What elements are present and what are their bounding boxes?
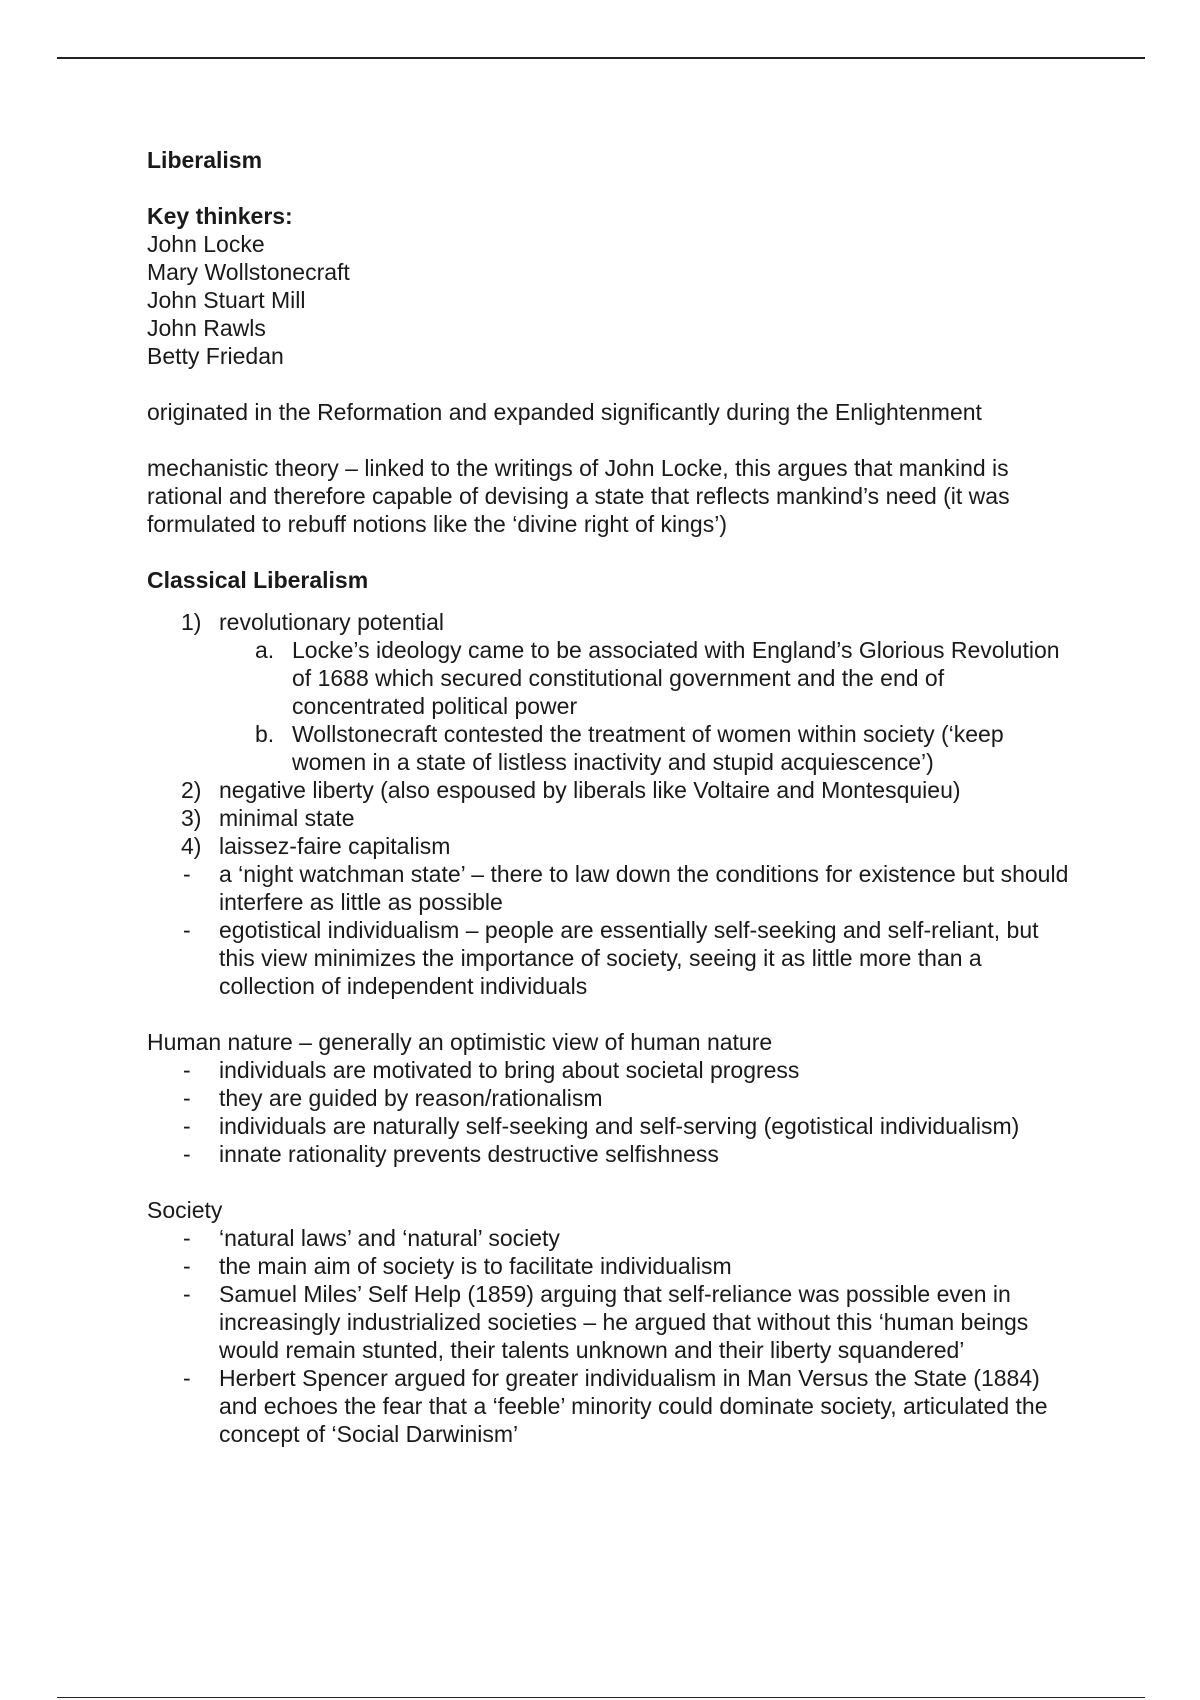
list-marker: 1) — [181, 609, 202, 635]
dash-marker: - — [183, 1253, 191, 1279]
list-item — [147, 1280, 1077, 1364]
human-nature-section — [147, 1028, 1077, 1168]
bottom-rule — [57, 1697, 1145, 1698]
mechanistic-paragraph: mechanistic theory – linked to the writings of John Locke, this argues that mankind is rational and therefore capable of devising a state that reflects mankind’s need (it was formulated to rebuff notions like the ‘divine right of kings’) — [147, 455, 1010, 537]
top-rule — [57, 57, 1145, 59]
thinker-item: John Stuart Mill — [147, 287, 306, 313]
list-item — [147, 1056, 1077, 1084]
list-item-text: Samuel Miles’ Self Help (1859) arguing that self-reliance was possible even in increasingly industrialized societies – he argued that without this ‘human beings would remain stunted, their talents unknown and their liberty squandered’ — [219, 1281, 1029, 1363]
dash-marker: - — [183, 1225, 191, 1251]
dash-list — [147, 860, 1077, 1000]
thinker-item: John Locke — [147, 231, 265, 257]
section-heading: Classical Liberalism — [147, 567, 369, 593]
list-marker: 3) — [181, 805, 202, 831]
list-item-text: minimal state — [219, 805, 355, 831]
list-item-text: a ‘night watchman state’ – there to law down the conditions for existence but should interfere as little as possible — [219, 861, 1069, 915]
list-item-text: individuals are motivated to bring about societal progress — [219, 1057, 800, 1083]
dash-marker: - — [183, 861, 191, 887]
list-item-text: innate rationality prevents destructive selfishness — [219, 1141, 719, 1167]
list-item — [147, 832, 1077, 860]
section-heading: Society — [147, 1197, 223, 1223]
dash-marker: - — [183, 1085, 191, 1111]
origin-paragraph: originated in the Reformation and expanded significantly during the Enlightenment — [147, 399, 982, 425]
dash-marker: - — [183, 1141, 191, 1167]
dash-list — [147, 1056, 1077, 1168]
sub-list — [219, 636, 1077, 776]
dash-marker: - — [183, 1365, 191, 1391]
list-marker: a. — [255, 637, 275, 663]
list-item — [147, 860, 1077, 916]
page-title: Liberalism — [147, 147, 263, 173]
dash-list — [147, 1224, 1077, 1448]
list-marker: 2) — [181, 777, 202, 803]
list-item-text: laissez-faire capitalism — [219, 833, 451, 859]
list-item-text: revolutionary potential — [219, 609, 445, 635]
section-heading: Human nature – generally an optimistic view of human nature — [147, 1029, 773, 1055]
numbered-list — [147, 608, 1077, 860]
list-item — [147, 1084, 1077, 1112]
list-item-text: Locke’s ideology came to be associated with England’s Glorious Revolution of 1688 which secured constitutional government and the end of concentrated political power — [292, 637, 1060, 719]
sub-list-item — [147, 720, 1077, 776]
list-item — [147, 776, 1077, 804]
dash-marker: - — [183, 1057, 191, 1083]
list-item — [147, 1252, 1077, 1280]
dash-marker: - — [183, 1281, 191, 1307]
list-item — [147, 1364, 1077, 1448]
list-item — [147, 608, 1077, 776]
dash-marker: - — [183, 917, 191, 943]
document-body — [147, 146, 1077, 1476]
thinkers-heading: Key thinkers: — [147, 203, 293, 229]
classical-liberalism-section — [147, 566, 1077, 1000]
society-section — [147, 1196, 1077, 1448]
list-item-text: the main aim of society is to facilitate individualism — [219, 1253, 732, 1279]
thinker-item: John Rawls — [147, 315, 266, 341]
list-item-text: Herbert Spencer argued for greater individualism in Man Versus the State (1884) and echoes the fear that a ‘feeble’ minority could dominate society, articulated the concept of ‘Social Darwinism’ — [219, 1365, 1048, 1447]
sub-list-item — [147, 636, 1077, 720]
key-thinkers-section — [147, 202, 1077, 370]
list-item-text: individuals are naturally self-seeking and self-serving (egotistical individualism) — [219, 1113, 1020, 1139]
list-item-text: negative liberty (also espoused by liberals like Voltaire and Montesquieu) — [219, 777, 961, 803]
list-item — [147, 1112, 1077, 1140]
list-item — [147, 916, 1077, 1000]
list-item — [147, 804, 1077, 832]
thinker-item: Mary Wollstonecraft — [147, 259, 350, 285]
list-item-text: they are guided by reason/rationalism — [219, 1085, 603, 1111]
list-marker: b. — [255, 721, 275, 747]
list-item — [147, 1140, 1077, 1168]
list-marker: 4) — [181, 833, 202, 859]
list-item-text: ‘natural laws’ and ‘natural’ society — [219, 1225, 560, 1251]
list-item-text: egotistical individualism – people are essentially self-seeking and self-reliant, but this view minimizes the importance of society, seeing it as little more than a collection of independent individuals — [219, 917, 1039, 999]
dash-marker: - — [183, 1113, 191, 1139]
thinker-item: Betty Friedan — [147, 343, 284, 369]
list-item — [147, 1224, 1077, 1252]
list-item-text: Wollstonecraft contested the treatment of women within society (‘keep women in a state of listless inactivity and stupid acquiescence’) — [292, 721, 1004, 775]
